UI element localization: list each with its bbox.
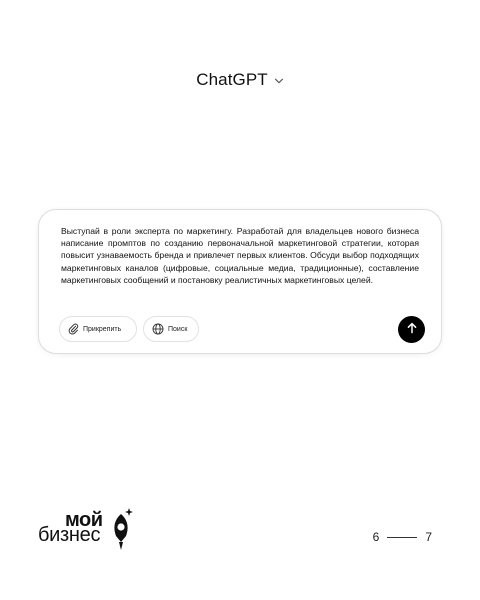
globe-icon <box>152 323 164 335</box>
prompt-input[interactable]: Выступай в роли эксперта по маркетингу. Разработай для владельцев нового бизнеса написание промптов по созданию первоначальной маркетинговой стратегии, которая повысит узнаваемость бренда и привлечет первых клиентов. Обсуди выбор подходящих маркетинговых каналов (цифровые, социальные медиа, традиционные), составление маркетинговых сообщений и постановку реалистичных маркетинговых целей. <box>61 226 419 285</box>
chevron-down-icon <box>274 76 284 86</box>
attach-label: Прикрепить <box>83 325 122 333</box>
next-page-number: 7 <box>425 530 432 544</box>
send-button[interactable] <box>398 316 425 343</box>
search-label: Поиск <box>168 325 188 333</box>
model-selector[interactable] <box>0 70 480 90</box>
logo-text-line1: мой <box>65 509 103 531</box>
model-title: ChatGPT <box>196 70 268 89</box>
brand-logo <box>38 508 138 554</box>
rocket-pin-icon <box>108 508 134 557</box>
attach-button[interactable] <box>59 316 137 342</box>
paperclip-icon <box>68 323 79 335</box>
prompt-composer <box>38 209 442 354</box>
search-button[interactable] <box>143 316 199 342</box>
current-page-number: 6 <box>372 530 380 544</box>
page-divider <box>387 537 417 538</box>
logo-text-line2: бизнес <box>38 524 101 546</box>
arrow-up-icon <box>406 321 418 339</box>
pagination <box>373 530 432 544</box>
